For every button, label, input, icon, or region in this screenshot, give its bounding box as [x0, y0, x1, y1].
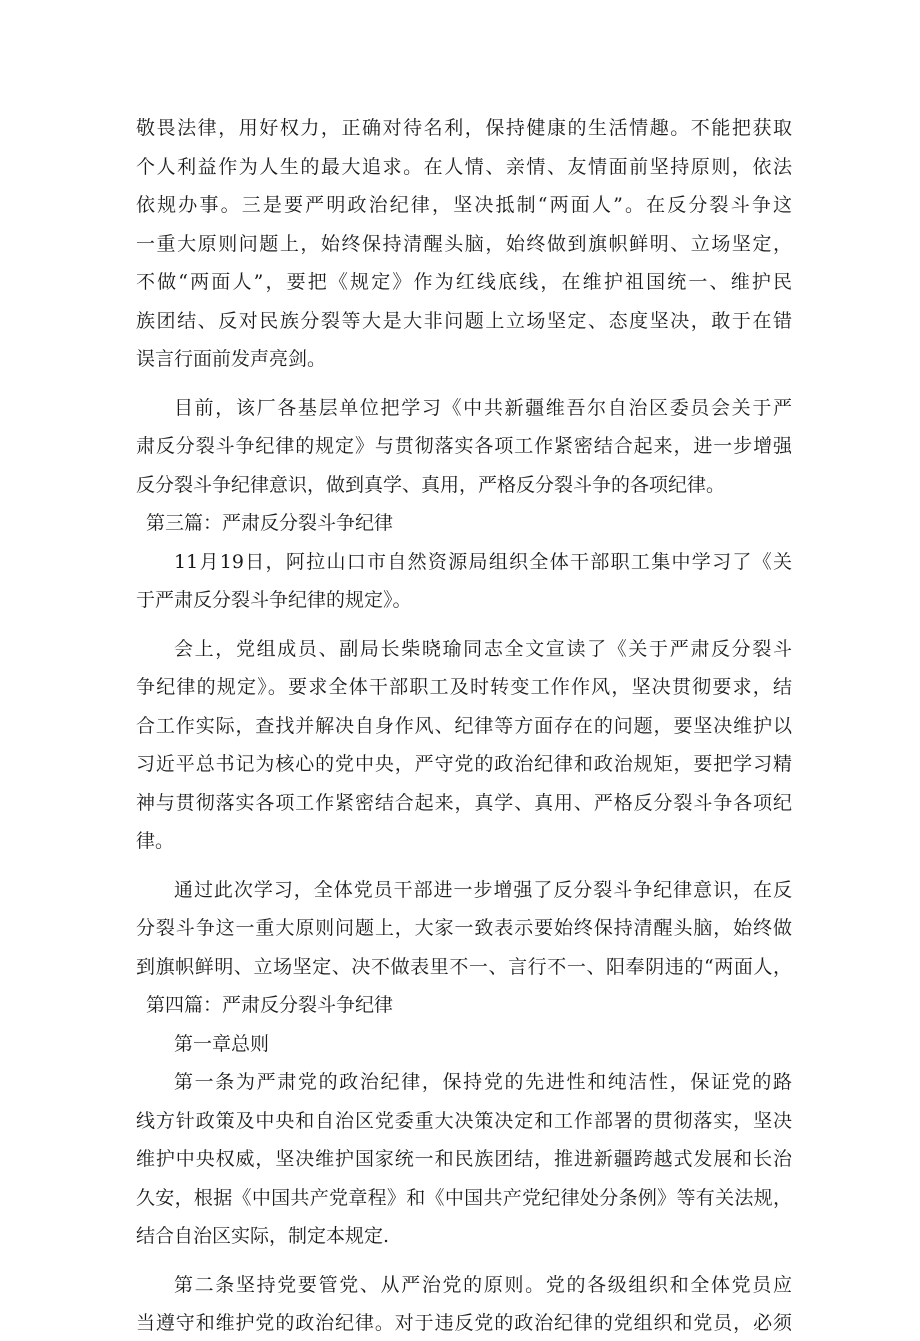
- text-line: 族团结、反对民族分裂等大是大非问题上立场坚定、态度坚决，敢于在错: [136, 310, 792, 332]
- text-line: 目前，该厂各基层单位把学习《中共新疆维吾尔自治区委员会关于严: [174, 397, 792, 419]
- text-line: 误言行面前发声亮剑。: [136, 348, 327, 370]
- text-line: 第一章总则: [174, 1033, 270, 1055]
- text-line: 当遵守和维护党的政治纪律。对于违反党的政治纪律的党组织和党员，必须: [136, 1312, 792, 1334]
- text-line: 肃反分裂斗争纪律的规定》与贯彻落实各项工作紧密结合起来，进一步增强: [136, 435, 792, 457]
- text-line: 11月19日，阿拉山口市自然资源局组织全体干部职工集中学习了《关: [174, 551, 792, 573]
- text-line: 敬畏法律，用好权力，正确对待名利，保持健康的生活情趣。不能把获取: [136, 117, 792, 139]
- text-line: 会上，党组成员、副局长柴晓瑜同志全文宣读了《关于严肃反分裂斗: [174, 638, 792, 660]
- text-line: 线方针政策及中央和自治区党委重大决策决定和工作部署的贯彻落实，坚决: [136, 1110, 792, 1132]
- section-heading: 第四篇：严肃反分裂斗争纪律: [146, 994, 394, 1016]
- text-line: 争纪律的规定》。要求全体干部职工及时转变工作作风，坚决贯彻要求，结: [136, 676, 792, 698]
- text-line: 个人利益作为人生的最大追求。在人情、亲情、友情面前坚持原则，依法: [136, 156, 792, 178]
- text-line: 结合自治区实际，制定本规定.: [136, 1225, 390, 1247]
- text-line: 律。: [136, 830, 175, 852]
- text-line: 第二条坚持党要管党、从严治党的原则。党的各级组织和全体党员应: [174, 1274, 792, 1296]
- text-line: 合工作实际，查找并解决自身作风、纪律等方面存在的问题，要坚决维护以: [136, 715, 792, 737]
- text-line: 第一条为严肃党的政治纪律，保持党的先进性和纯洁性，保证党的路: [174, 1071, 792, 1093]
- text-line: 依规办事。三是要严明政治纪律，坚决抵制“两面人”。在反分裂斗争这: [136, 194, 792, 216]
- text-line: 久安，根据《中国共产党章程》和《中国共产党纪律处分条例》等有关法规，: [136, 1187, 792, 1209]
- text-line: 习近平总书记为核心的党中央，严守党的政治纪律和政治规矩，要把学习精: [136, 753, 792, 775]
- text-line: 分裂斗争这一重大原则问题上，大家一致表示要始终保持清醒头脑，始终做: [136, 917, 792, 939]
- section-heading: 第三篇：严肃反分裂斗争纪律: [146, 512, 394, 534]
- text-line: 到旗帜鲜明、立场坚定、决不做表里不一、言行不一、阳奉阴违的“两面人，: [136, 956, 792, 978]
- text-line: 通过此次学习，全体党员干部进一步增强了反分裂斗争纪律意识，在反: [174, 879, 792, 901]
- text-line: 神与贯彻落实各项工作紧密结合起来，真学、真用、严格反分裂斗争各项纪: [136, 792, 792, 814]
- text-line: 一重大原则问题上，始终保持清醒头脑，始终做到旗帜鲜明、立场坚定，: [136, 233, 792, 255]
- text-line: 于严肃反分裂斗争纪律的规定》。: [136, 589, 412, 611]
- text-line: 反分裂斗争纪律意识，做到真学、真用，严格反分裂斗争的各项纪律。: [136, 474, 726, 496]
- text-line: 不做“两面人”，要把《规定》作为红线底线，在维护祖国统一、维护民: [136, 271, 792, 293]
- text-line: 维护中央权威，坚决维护国家统一和民族团结，推进新疆跨越式发展和长治: [136, 1148, 792, 1170]
